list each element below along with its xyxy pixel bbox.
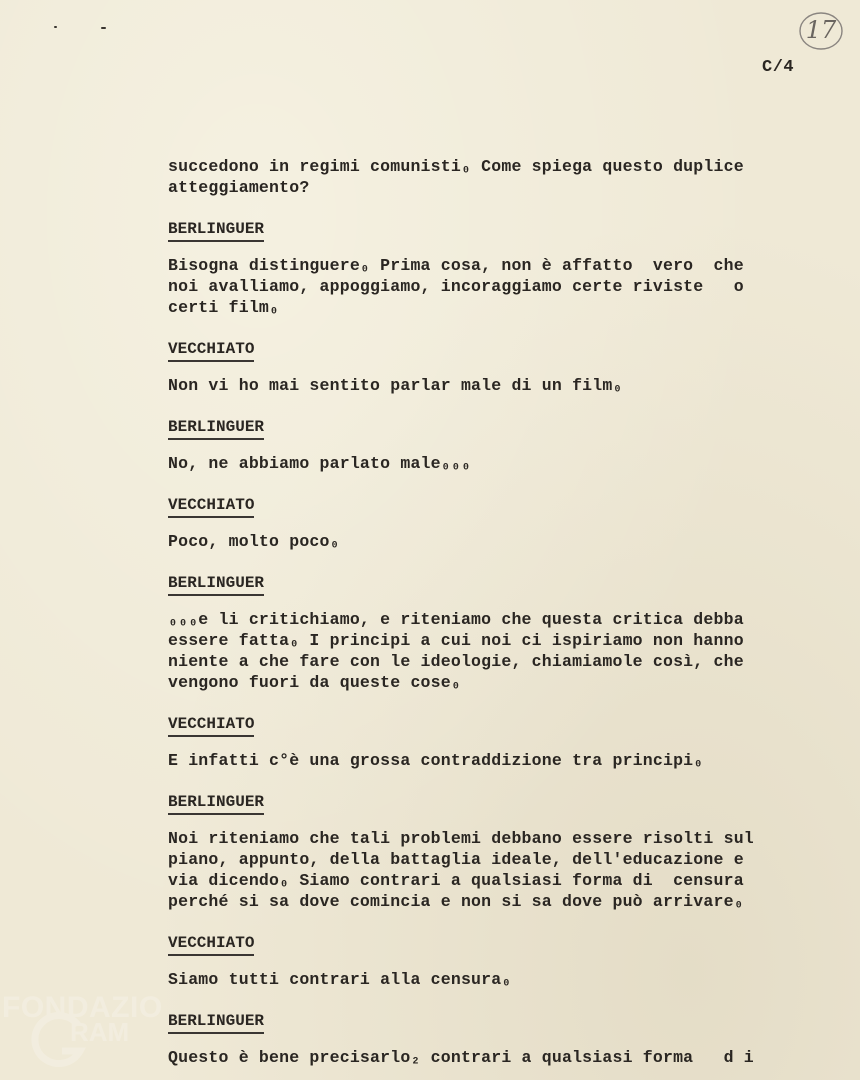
watermark-text: RAM <box>70 1017 130 1047</box>
dialogue-paragraph <box>168 375 788 396</box>
dialogue-paragraph <box>168 750 788 771</box>
speaker-label: VECCHIATO <box>168 495 254 518</box>
watermark-text: FONDAZIO <box>2 991 163 1024</box>
dialogue-paragraph <box>168 156 788 198</box>
folio-stamp <box>798 10 844 52</box>
dialogue-line: piano, appunto, della battaglia ideale, dell'educazione e <box>168 850 744 869</box>
page-code: C/4 <box>762 58 795 77</box>
speaker-label: BERLINGUER <box>168 1011 264 1034</box>
dialogue-line: Bisogna distinguere₀ Prima cosa, non è affatto vero che <box>168 256 744 275</box>
dialogue-paragraph <box>168 969 788 990</box>
dialogue-line: Siamo tutti contrari alla censura₀ <box>168 970 512 989</box>
dialogue-line: niente a che fare con le ideologie, chiamiamole così, che <box>168 652 744 671</box>
dialogue-line: atteggiamento? <box>168 178 310 197</box>
dialogue-paragraph <box>168 255 788 318</box>
speaker-label: VECCHIATO <box>168 714 254 737</box>
folio-number: 17 <box>805 16 837 44</box>
speaker-label: VECCHIATO <box>168 339 254 362</box>
archive-watermark <box>0 985 200 1080</box>
dialogue-line: ₀₀₀e li critichiamo, e riteniamo che questa critica debba <box>168 610 744 629</box>
speaker-label: BERLINGUER <box>168 219 264 242</box>
dialogue-line: perché si sa dove comincia e non si sa dove può arrivare₀ <box>168 892 744 911</box>
dialogue-line: E infatti c°è una grossa contraddizione tra principi₀ <box>168 751 704 770</box>
dialogue-paragraph <box>168 1047 788 1068</box>
dialogue-paragraph <box>168 453 788 474</box>
speaker-label: BERLINGUER <box>168 792 264 815</box>
transcript-body <box>168 156 788 1068</box>
dialogue-line: Questo è bene precisarlo₂ contrari a qualsiasi forma d i <box>168 1048 754 1067</box>
dialogue-paragraph <box>168 609 788 693</box>
dialogue-line: Noi riteniamo che tali problemi debbano essere risolti sul <box>168 829 754 848</box>
dialogue-paragraph <box>168 828 788 912</box>
dialogue-line: succedono in regimi comunisti₀ Come spiega questo duplice <box>168 157 744 176</box>
dialogue-line: vengono fuori da queste cose₀ <box>168 673 461 692</box>
ink-speck <box>54 26 57 28</box>
speaker-label: BERLINGUER <box>168 417 264 440</box>
dialogue-line: Non vi ho mai sentito parlar male di un film₀ <box>168 376 623 395</box>
dialogue-line: Poco, molto poco₀ <box>168 532 340 551</box>
dialogue-line: essere fatta₀ I principi a cui noi ci ispiriamo non hanno <box>168 631 744 650</box>
ink-speck <box>101 27 106 29</box>
speaker-label: BERLINGUER <box>168 573 264 596</box>
speaker-label: VECCHIATO <box>168 933 254 956</box>
dialogue-line: noi avalliamo, appoggiamo, incoraggiamo certe riviste o <box>168 277 744 296</box>
dialogue-line: No, ne abbiamo parlato male₀₀₀ <box>168 454 472 473</box>
dialogue-line: via dicendo₀ Siamo contrari a qualsiasi forma di censura <box>168 871 744 890</box>
dialogue-line: certi film₀ <box>168 298 280 317</box>
dialogue-paragraph <box>168 531 788 552</box>
